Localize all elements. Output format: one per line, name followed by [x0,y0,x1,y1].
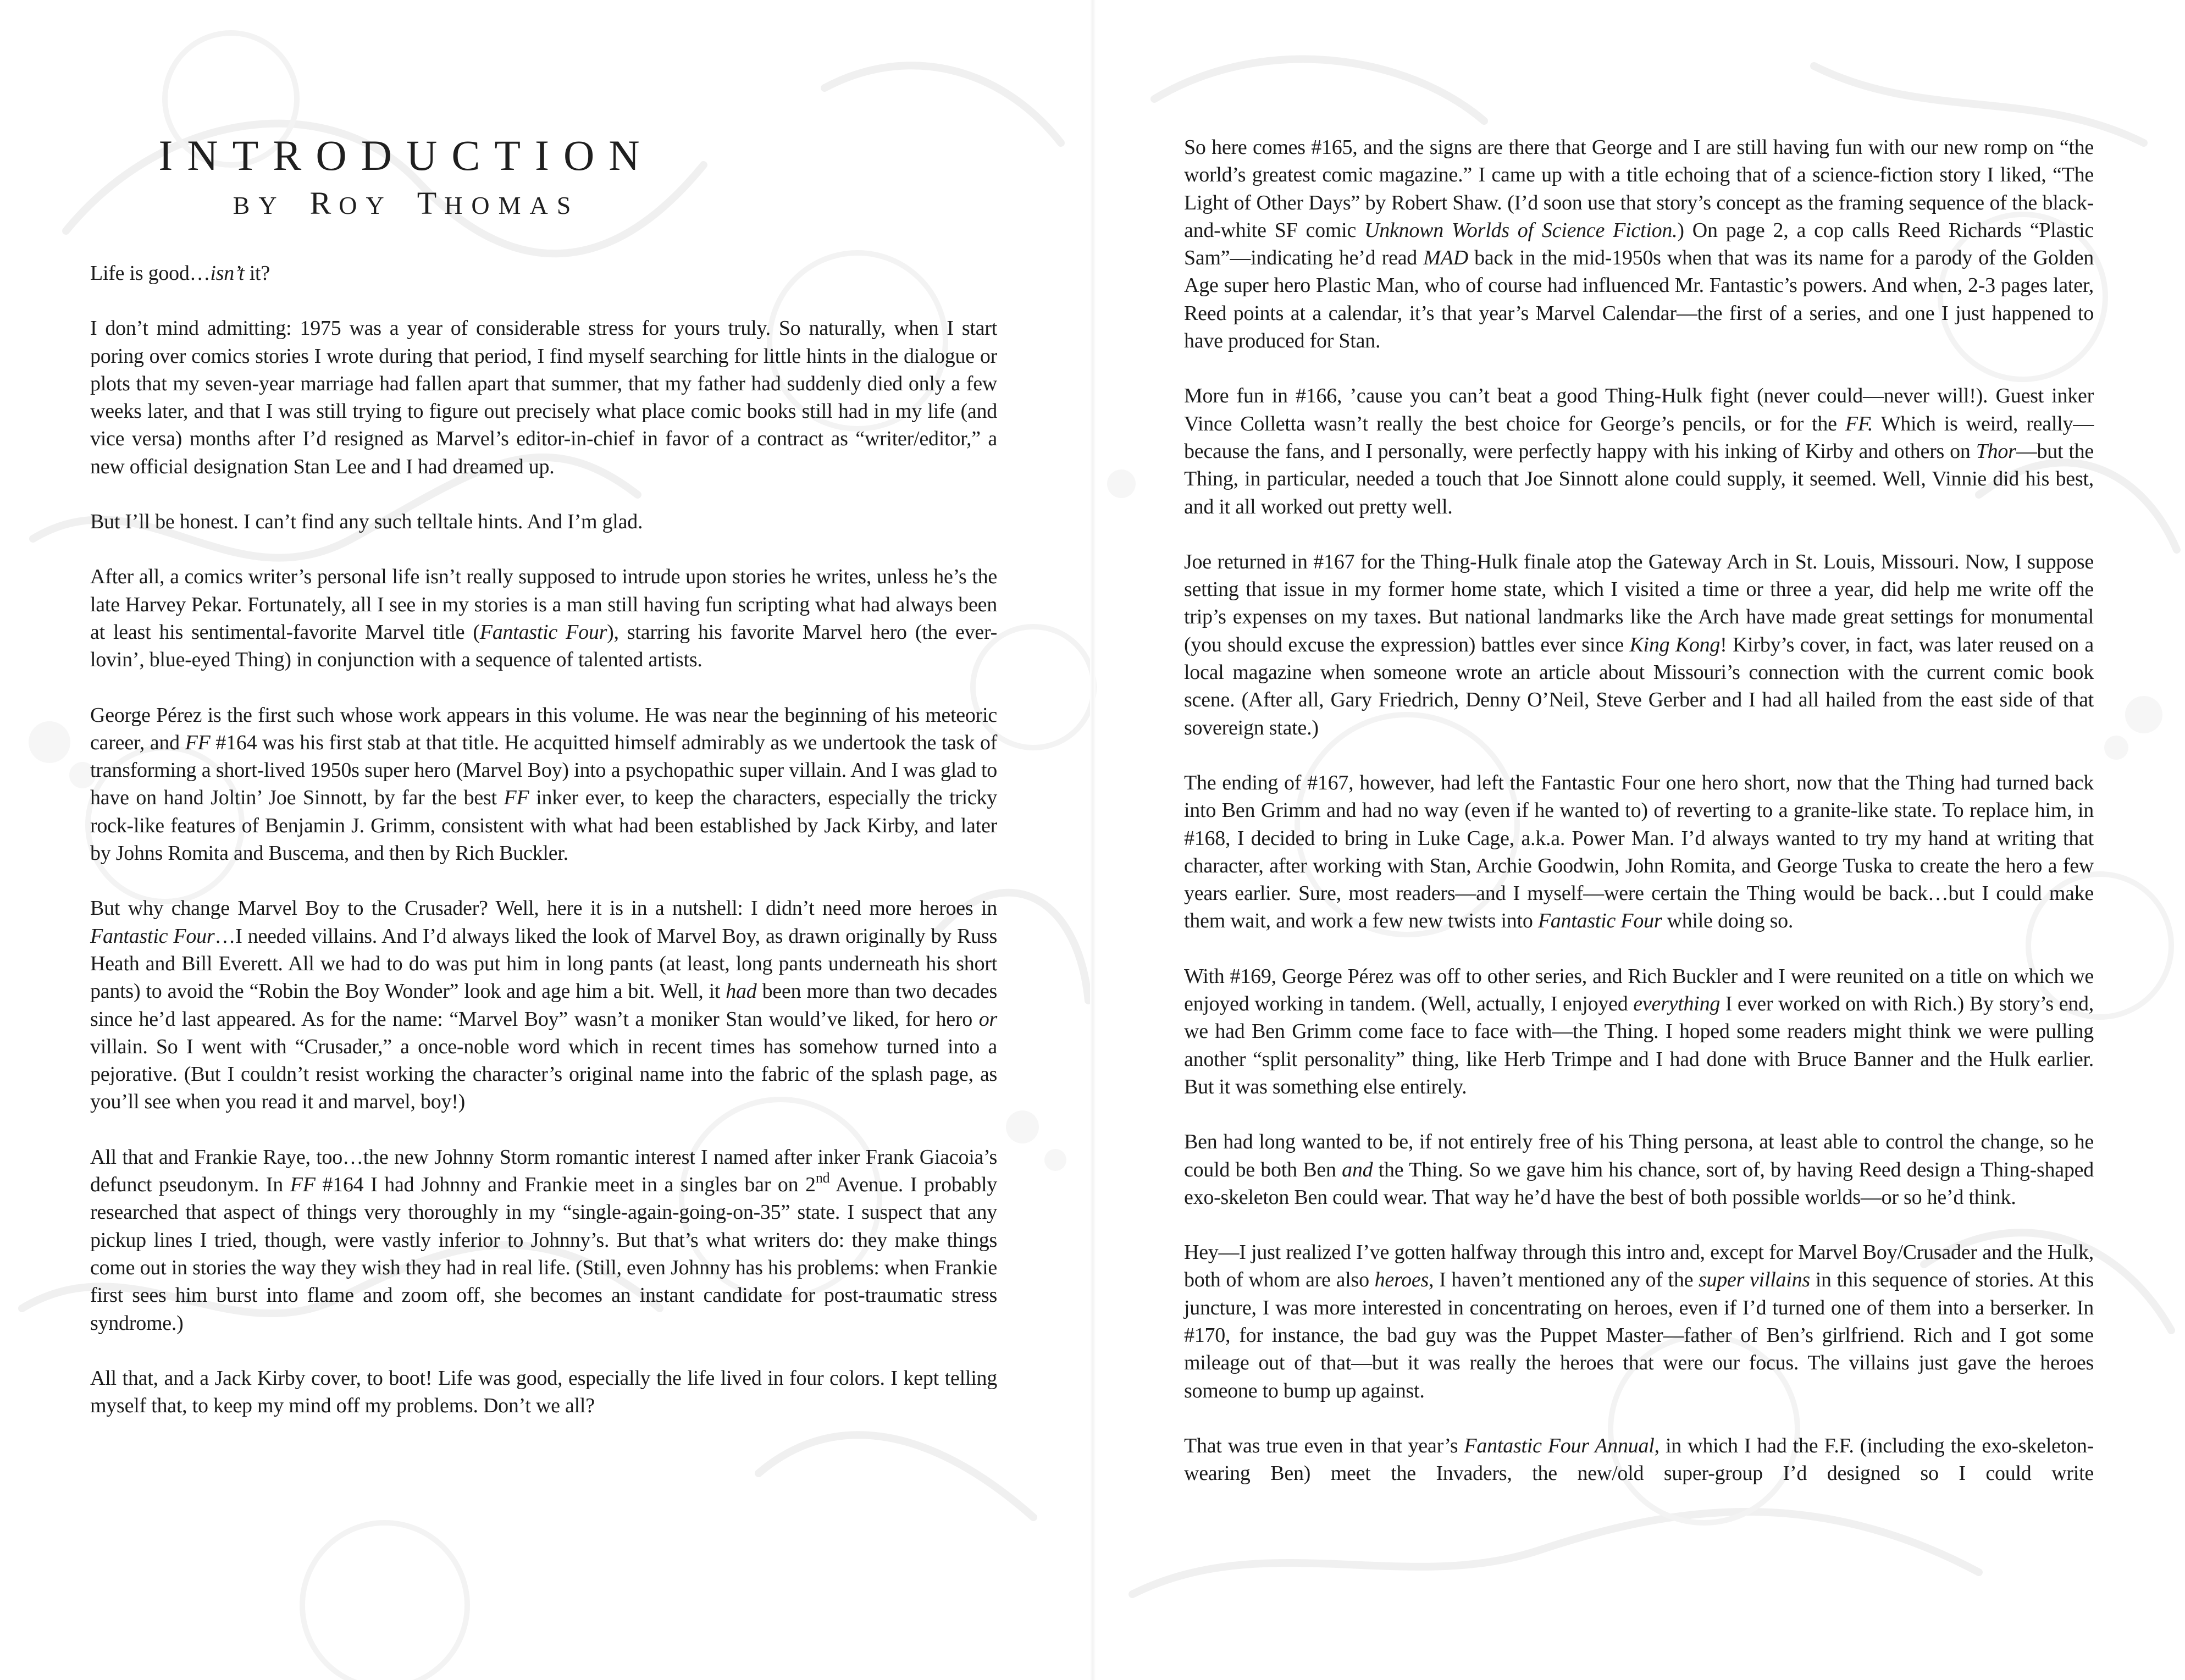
paragraph: The ending of #167, however, had left the Fantastic Four one hero short, now that the Thing had turned back into Ben Grimm and had no way (even if he wanted to) of reverting to a granite-like state. To replace him, in #168, I decided to bring in Luke Cage, a.k.a. Power Man. I’d always wanted to try my hand at writing that character, after working with Stan, Archie Goodwin, John Romita, and George Tuska to create the hero a few years earlier. Sure, most readers—and I myself—were certain the Thing would be back…but I could make them wait, and work a few new twists into Fantastic Four while doing so. [1184,771,2094,933]
paragraph: After all, a comics writer’s personal life isn’t really supposed to intrude upon stories he writes, unless he’s the late Harvey Pekar. Fortunately, all I see in my stories is a man still having fun scripting what had always been at least his sentimental-favorite Marvel title (Fantastic Four), starring his favorite Marvel hero (the ever-lovin’, blue-eyed Thing) in conjunction with a sequence of talented artists. [90,565,997,672]
paragraph: But why change Marvel Boy to the Crusader? Well, here it is in a nutshell: I didn’t need more heroes in Fantastic Four…I needed villains. And I’d always liked the look of Marvel Boy, as drawn originally by Russ Heath and Bill Everett. All we had to do was put him in long pants (at least, long pants underneath his short pants) to avoid the “Robin the Boy Wonder” look and age him a bit. Well, it had been more than two decades since he’d last appeared. As for the name: “Marvel Boy” wasn’t a moniker Stan would’ve liked, for hero or villain. So I went with “Crusader,” a once-noble word which in recent times has somehow turned into a pejorative. (But I couldn’t resist working the character’s original name into the fabric of the splash page, as you’ll see when you read it and marvel, boy!) [90,897,997,1114]
left-page-body [90,259,997,1419]
right-page-body [1184,134,2094,1487]
author-first-rest: OY [339,191,393,219]
paragraph: That was true even in that year’s Fantastic Four Annual, in which I had the F.F. (including the exo-skeleton-wearing Ben) meet the Invaders, the new/old super-group I’d designed so I could write [1184,1434,2094,1485]
intro-title-block [118,131,695,225]
author-byline [118,184,695,225]
author-last-initial: T [417,185,445,221]
paragraph: So here comes #165, and the signs are there that George and I are still having fun with our new romp on “the world’s greatest comic magazine.” I came up with a title echoing that of a science-fiction story I liked, “The Light of Other Days” by Robert Shaw. (I’d soon use that story’s concept as the framing sequence of the black-and-white SF comic Unknown Worlds of Science Fiction.) On page 2, a cop calls Reed Richards “Plastic Sam”—indicating he’d read MAD back in the mid-1950s when that was its name for a parody of the Golden Age super hero Plastic Man, who of course had influenced Mr. Fantastic’s powers. And when, 2-3 pages later, Reed points at a calendar, it’s that year’s Marvel Calendar—the first of a series, and one I just happened to have produced for Stan. [1184,136,2094,353]
paragraph: More fun in #166, ’cause you can’t beat a good Thing-Hulk fight (never could—never will!). Guest inker Vince Colletta wasn’t really the best choice for George’s pencils, or for the FF. Which is weird, really—because the fans, and I personally, were perfectly happy with his inking of Kirby and others on Thor—but the Thing, in particular, needed a touch that Joe Sinnott alone could supply, it seemed. Well, Vinnie did his best, and it all worked out pretty well. [1184,384,2094,518]
author-last-rest: HOMAS [444,191,580,219]
paragraph: George Pérez is the first such whose work appears in this volume. He was near the beginning of his meteoric career, and FF #164 was his first stab at that title. He acquitted himself admirably as we undertook the task of transforming a short-lived 1950s super hero (Marvel Boy) into a psychopathic super villain. And I was glad to have on hand Joltin’ Joe Sinnott, by far the best FF inker ever, to keep the characters, especially the tricky rock-like features of Benjamin J. Grimm, consistent with what had been established by Jack Kirby, and later by Johns Romita and Buscema, and then by Rich Buckler. [90,703,997,865]
intro-title: INTRODUCTION [158,131,654,179]
author-first-initial: R [309,185,339,221]
paragraph: But I’ll be honest. I can’t find any such telltale hints. And I’m glad. [90,510,643,534]
paragraph: Joe returned in #167 for the Thing-Hulk finale atop the Gateway Arch in St. Louis, Missouri. Now, I suppose setting that issue in my former home state, which I visited a time or three a year, did help me write off the trip’s expenses on my taxes. But national landmarks like the Arch have made great settings for monumental (you should excuse the expression) battles ever since King Kong! Kirby’s cover, in fact, was later reused on a local magazine when someone wrote an article about Missouri’s connection with the current comic book scene. (After all, Gary Friedrich, Denny O’Neil, Steve Gerber and I had all hailed from the east side of that sovereign state.) [1184,550,2094,739]
paragraph: With #169, George Pérez was off to other series, and Rich Buckler and I were reunited on a title on which we enjoyed working in tandem. (Well, actually, I enjoyed everything I ever worked on with Rich.) By story’s end, we had Ben Grimm come face to face with—the Thing. I hoped some readers might think we were pulling another “split personality” thing, like Herb Trimpe and I had done with Bruce Banner and the Hulk earlier. But it was something else entirely. [1184,964,2094,1098]
paragraph: All that, and a Jack Kirby cover, to boot! Life was good, especially the life lived in four colors. I kept telling myself that, to keep my mind off my problems. Don’t we all? [90,1366,997,1418]
paragraph: Life is good…isn’t it? [90,262,270,285]
left-page [90,0,997,1447]
byline-by: BY [233,191,286,219]
right-page [1184,0,2094,1487]
paragraph: Ben had long wanted to be, if not entirely free of his Thing persona, at least able to control the change, so he could be both Ben and the Thing. So we gave him his chance, sort of, by having Reed design a Thing-shaped exo-skeleton Ben could wear. That way he’d have the best of both possible worlds—or so he’d think. [1184,1130,2094,1209]
page-gutter [1090,0,1096,1680]
paragraph: All that and Frankie Raye, too…the new Johnny Storm romantic interest I named after inker Frank Giacoia’s defunct pseudonym. In FF #164 I had Johnny and Frankie meet in a singles bar on 2nd Avenue. I probably researched that aspect of things very thoroughly in my “single-again-going-on-35” state. I suspect that any pickup lines I tried, though, were vastly inferior to Johnny’s. But that’s what writers do: they make things come out in stories the way they wish they had in real life. (Still, even Johnny has his problems: when Frankie first sees him burst into flame and zoom off, she becomes an instant candidate for post-traumatic stress syndrome.) [90,1145,997,1335]
paragraph: I don’t mind admitting: 1975 was a year of considerable stress for yours truly. So naturally, when I start poring over comics stories I wrote during that period, I find myself searching for little hints in the dialogue or plots that my seven-year marriage had fallen apart that summer, that my father had suddenly died only a few weeks later, and that I was still trying to figure out precisely what place comic books still had in my life (and vice versa) months after I’d resigned as Marvel’s editor-in-chief in favor of a contract as “writer/editor,” a new official designation Stan Lee and I had dreamed up. [90,317,997,478]
paragraph: Hey—I just realized I’ve gotten halfway through this intro and, except for Marvel Boy/Crusader and the Hulk, both of whom are also heroes, I haven’t mentioned any of the super villains in this sequence of stories. At this juncture, I was more interested in concentrating on heroes, even if I’d turned one of them into a berserker. In #170, for instance, the bad guy was the Puppet Master—father of Ben’s girlfriend. Rich and I got some mileage out of that—but it was really the heroes that were our focus. The villains just gave the heroes someone to bump up against. [1184,1241,2094,1402]
